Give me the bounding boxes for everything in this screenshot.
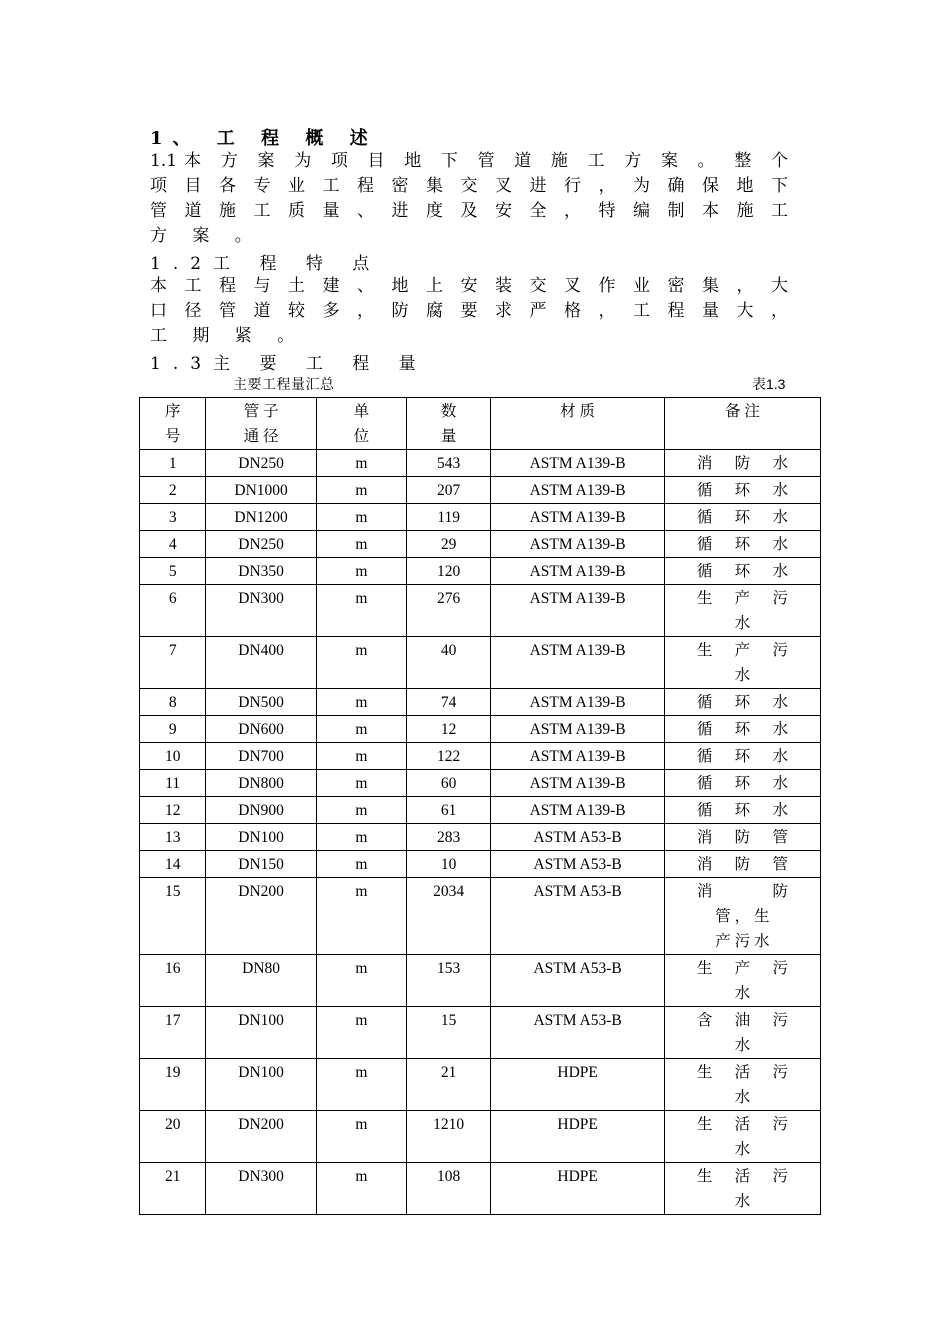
- cell-no: 14: [140, 851, 206, 878]
- paragraph-line: 1.1本 方 案 为 项 目 地 下 管 道 施 工 方 案 。 整 个: [150, 151, 788, 171]
- cell-unit: m: [316, 504, 406, 531]
- remark-line: 循 环 水: [696, 509, 788, 526]
- remark-line: 水: [734, 1193, 751, 1210]
- cell-remark: [664, 743, 820, 770]
- cell-material: ASTM A139-B: [491, 531, 664, 558]
- header-line: 数: [440, 403, 457, 420]
- cell-remark: [664, 1059, 820, 1111]
- cell-no: 13: [140, 824, 206, 851]
- cell-unit: m: [316, 1007, 406, 1059]
- cell-remark: [664, 689, 820, 716]
- cell-diameter: DN250: [206, 531, 316, 558]
- cell-unit: m: [316, 1163, 406, 1215]
- cell-material: ASTM A139-B: [491, 716, 664, 743]
- header-line: 备 注: [724, 403, 760, 420]
- cell-remark: [664, 824, 820, 851]
- cell-quantity: 283: [406, 824, 490, 851]
- table-row: [140, 878, 821, 955]
- cell-material: ASTM A139-B: [491, 585, 664, 637]
- header-material: [491, 398, 664, 450]
- table-row: [140, 743, 821, 770]
- section-heading: 1、 工 程 概 述: [150, 128, 378, 149]
- header-line: 量: [440, 428, 457, 445]
- cell-diameter: DN600: [206, 716, 316, 743]
- cell-unit: m: [316, 716, 406, 743]
- cell-quantity: 40: [406, 637, 490, 689]
- cell-diameter: DN250: [206, 450, 316, 477]
- cell-unit: m: [316, 955, 406, 1007]
- cell-material: ASTM A139-B: [491, 743, 664, 770]
- remark-line: 生 活 污: [696, 1116, 788, 1133]
- header-line: 通 径: [243, 428, 279, 445]
- paragraph-line: 口 径 管 道 较 多 ， 防 腐 要 求 严 格 ， 工 程 量 大 ，: [150, 301, 788, 321]
- remark-line: 管 ， 生: [715, 908, 770, 925]
- paragraph-line: 方 案 。: [150, 226, 262, 246]
- cell-diameter: DN1000: [206, 477, 316, 504]
- cell-unit: m: [316, 770, 406, 797]
- table-body: [140, 450, 821, 1215]
- cell-unit: m: [316, 1111, 406, 1163]
- cell-no: 21: [140, 1163, 206, 1215]
- cell-remark: [664, 770, 820, 797]
- cell-quantity: 120: [406, 558, 490, 585]
- remark-line: 消 防 管: [696, 856, 788, 873]
- cell-no: 4: [140, 531, 206, 558]
- remark-line: 循 环 水: [696, 721, 788, 738]
- remark-line: 生 产 污: [696, 590, 788, 607]
- cell-remark: [664, 558, 820, 585]
- cell-unit: m: [316, 531, 406, 558]
- cell-diameter: DN200: [206, 1111, 316, 1163]
- cell-no: 5: [140, 558, 206, 585]
- header-remark: [664, 398, 820, 450]
- cell-no: 10: [140, 743, 206, 770]
- remark-line: 产 污 水: [715, 933, 770, 950]
- remark-line: 水: [734, 1037, 751, 1054]
- remark-line: 水: [734, 1141, 751, 1158]
- cell-remark: [664, 504, 820, 531]
- cell-unit: m: [316, 585, 406, 637]
- header-line: 序: [164, 403, 181, 420]
- cell-diameter: DN900: [206, 797, 316, 824]
- header-no: [140, 398, 206, 450]
- cell-material: ASTM A53-B: [491, 878, 664, 955]
- cell-material: ASTM A139-B: [491, 450, 664, 477]
- table-row: [140, 851, 821, 878]
- header-unit: [316, 398, 406, 450]
- subheading-1-2: 1.2工 程 特 点: [150, 254, 382, 274]
- cell-remark: [664, 1111, 820, 1163]
- cell-no: 20: [140, 1111, 206, 1163]
- remark-line: 循 环 水: [696, 563, 788, 580]
- table-row: [140, 1163, 821, 1215]
- cell-quantity: 207: [406, 477, 490, 504]
- cell-material: HDPE: [491, 1111, 664, 1163]
- table-row: [140, 1111, 821, 1163]
- cell-unit: m: [316, 824, 406, 851]
- cell-no: 15: [140, 878, 206, 955]
- cell-remark: [664, 851, 820, 878]
- cell-remark: [664, 955, 820, 1007]
- cell-material: ASTM A53-B: [491, 955, 664, 1007]
- cell-quantity: 21: [406, 1059, 490, 1111]
- remark-line: 消 防 水: [696, 455, 788, 472]
- table-row: [140, 1007, 821, 1059]
- cell-no: 8: [140, 689, 206, 716]
- cell-material: ASTM A53-B: [491, 824, 664, 851]
- table-row: [140, 797, 821, 824]
- cell-no: 16: [140, 955, 206, 1007]
- cell-remark: [664, 637, 820, 689]
- cell-unit: m: [316, 450, 406, 477]
- remark-line: 消 防 管: [696, 829, 788, 846]
- remark-line: 生 产 污: [696, 642, 788, 659]
- cell-no: 9: [140, 716, 206, 743]
- cell-diameter: DN100: [206, 824, 316, 851]
- cell-no: 17: [140, 1007, 206, 1059]
- cell-quantity: 10: [406, 851, 490, 878]
- remark-line: 循 环 水: [696, 775, 788, 792]
- table-caption: 主要工程量汇总: [233, 377, 335, 393]
- remark-line: 生 活 污: [696, 1064, 788, 1081]
- table-row: [140, 450, 821, 477]
- cell-unit: m: [316, 558, 406, 585]
- cell-quantity: 61: [406, 797, 490, 824]
- cell-quantity: 60: [406, 770, 490, 797]
- remark-line: 循 环 水: [696, 694, 788, 711]
- cell-diameter: DN300: [206, 585, 316, 637]
- remark-line: 生 活 污: [696, 1168, 788, 1185]
- header-line: 单: [353, 403, 370, 420]
- cell-diameter: DN500: [206, 689, 316, 716]
- cell-remark: [664, 585, 820, 637]
- subheading-1-3: 1.3主 要 工 程 量: [150, 354, 428, 374]
- quantity-table: [139, 397, 821, 1215]
- cell-quantity: 276: [406, 585, 490, 637]
- table-row: [140, 716, 821, 743]
- cell-remark: [664, 1007, 820, 1059]
- table-row: [140, 770, 821, 797]
- cell-diameter: DN800: [206, 770, 316, 797]
- remark-line: 水: [734, 667, 751, 684]
- cell-quantity: 15: [406, 1007, 490, 1059]
- cell-no: 3: [140, 504, 206, 531]
- cell-quantity: 74: [406, 689, 490, 716]
- cell-unit: m: [316, 797, 406, 824]
- remark-line: 生 产 污: [696, 960, 788, 977]
- cell-unit: m: [316, 477, 406, 504]
- cell-no: 1: [140, 450, 206, 477]
- cell-quantity: 12: [406, 716, 490, 743]
- table-row: [140, 955, 821, 1007]
- cell-material: ASTM A139-B: [491, 504, 664, 531]
- cell-no: 7: [140, 637, 206, 689]
- cell-remark: [664, 797, 820, 824]
- table-row: [140, 477, 821, 504]
- table-row: [140, 1059, 821, 1111]
- cell-material: ASTM A139-B: [491, 797, 664, 824]
- table-row: [140, 585, 821, 637]
- cell-diameter: DN350: [206, 558, 316, 585]
- header-line: 号: [164, 428, 181, 445]
- header-line: 位: [353, 428, 370, 445]
- cell-material: ASTM A139-B: [491, 689, 664, 716]
- cell-material: HDPE: [491, 1163, 664, 1215]
- table-number: 表1.3: [752, 376, 786, 392]
- header-line: 管 子: [243, 403, 279, 420]
- remark-line: 水: [734, 1089, 751, 1106]
- table-row: [140, 824, 821, 851]
- cell-diameter: DN1200: [206, 504, 316, 531]
- table-row: [140, 504, 821, 531]
- cell-material: HDPE: [491, 1059, 664, 1111]
- remark-line: 循 环 水: [696, 748, 788, 765]
- cell-material: ASTM A53-B: [491, 1007, 664, 1059]
- cell-material: ASTM A139-B: [491, 558, 664, 585]
- table-row: [140, 558, 821, 585]
- cell-material: ASTM A139-B: [491, 637, 664, 689]
- cell-quantity: 122: [406, 743, 490, 770]
- cell-diameter: DN700: [206, 743, 316, 770]
- cell-remark: [664, 878, 820, 955]
- paragraph-line: 工 期 紧 。: [150, 326, 305, 346]
- cell-remark: [664, 477, 820, 504]
- table-header-row: [140, 398, 821, 450]
- cell-unit: m: [316, 1059, 406, 1111]
- cell-quantity: 29: [406, 531, 490, 558]
- cell-material: ASTM A53-B: [491, 851, 664, 878]
- remark-line: 水: [734, 615, 751, 632]
- cell-unit: m: [316, 637, 406, 689]
- paragraph-1-1: [150, 149, 788, 249]
- cell-diameter: DN200: [206, 878, 316, 955]
- header-quantity: [406, 398, 490, 450]
- cell-quantity: 119: [406, 504, 490, 531]
- cell-material: ASTM A139-B: [491, 770, 664, 797]
- cell-remark: [664, 1163, 820, 1215]
- cell-diameter: DN80: [206, 955, 316, 1007]
- remark-line: 循 环 水: [696, 802, 788, 819]
- cell-unit: m: [316, 743, 406, 770]
- cell-no: 2: [140, 477, 206, 504]
- cell-quantity: 153: [406, 955, 490, 1007]
- cell-diameter: DN100: [206, 1059, 316, 1111]
- cell-remark: [664, 450, 820, 477]
- paragraph-1-2: [150, 274, 788, 349]
- remark-line: 水: [734, 985, 751, 1002]
- cell-quantity: 108: [406, 1163, 490, 1215]
- paragraph-line: 本 工 程 与 土 建 、 地 上 安 装 交 叉 作 业 密 集 ， 大: [150, 276, 788, 296]
- cell-no: 12: [140, 797, 206, 824]
- paragraph-line: 管 道 施 工 质 量 、 进 度 及 安 全 ， 特 编 制 本 施 工: [150, 201, 788, 221]
- cell-unit: m: [316, 851, 406, 878]
- cell-unit: m: [316, 689, 406, 716]
- cell-remark: [664, 716, 820, 743]
- cell-remark: [664, 531, 820, 558]
- cell-diameter: DN400: [206, 637, 316, 689]
- cell-diameter: DN100: [206, 1007, 316, 1059]
- cell-diameter: DN150: [206, 851, 316, 878]
- remark-line: 含 油 污: [696, 1012, 788, 1029]
- cell-quantity: 1210: [406, 1111, 490, 1163]
- cell-unit: m: [316, 878, 406, 955]
- cell-no: 11: [140, 770, 206, 797]
- cell-quantity: 543: [406, 450, 490, 477]
- header-diameter: [206, 398, 316, 450]
- table-row: [140, 531, 821, 558]
- cell-material: ASTM A139-B: [491, 477, 664, 504]
- paragraph-line: 项 目 各 专 业 工 程 密 集 交 叉 进 行 ， 为 确 保 地 下: [150, 176, 788, 196]
- remark-line: 消 防: [696, 883, 788, 900]
- cell-no: 6: [140, 585, 206, 637]
- header-line: 材 质: [560, 403, 596, 420]
- cell-diameter: DN300: [206, 1163, 316, 1215]
- table-row: [140, 637, 821, 689]
- remark-line: 循 环 水: [696, 482, 788, 499]
- cell-quantity: 2034: [406, 878, 490, 955]
- table-row: [140, 689, 821, 716]
- cell-no: 19: [140, 1059, 206, 1111]
- remark-line: 循 环 水: [696, 536, 788, 553]
